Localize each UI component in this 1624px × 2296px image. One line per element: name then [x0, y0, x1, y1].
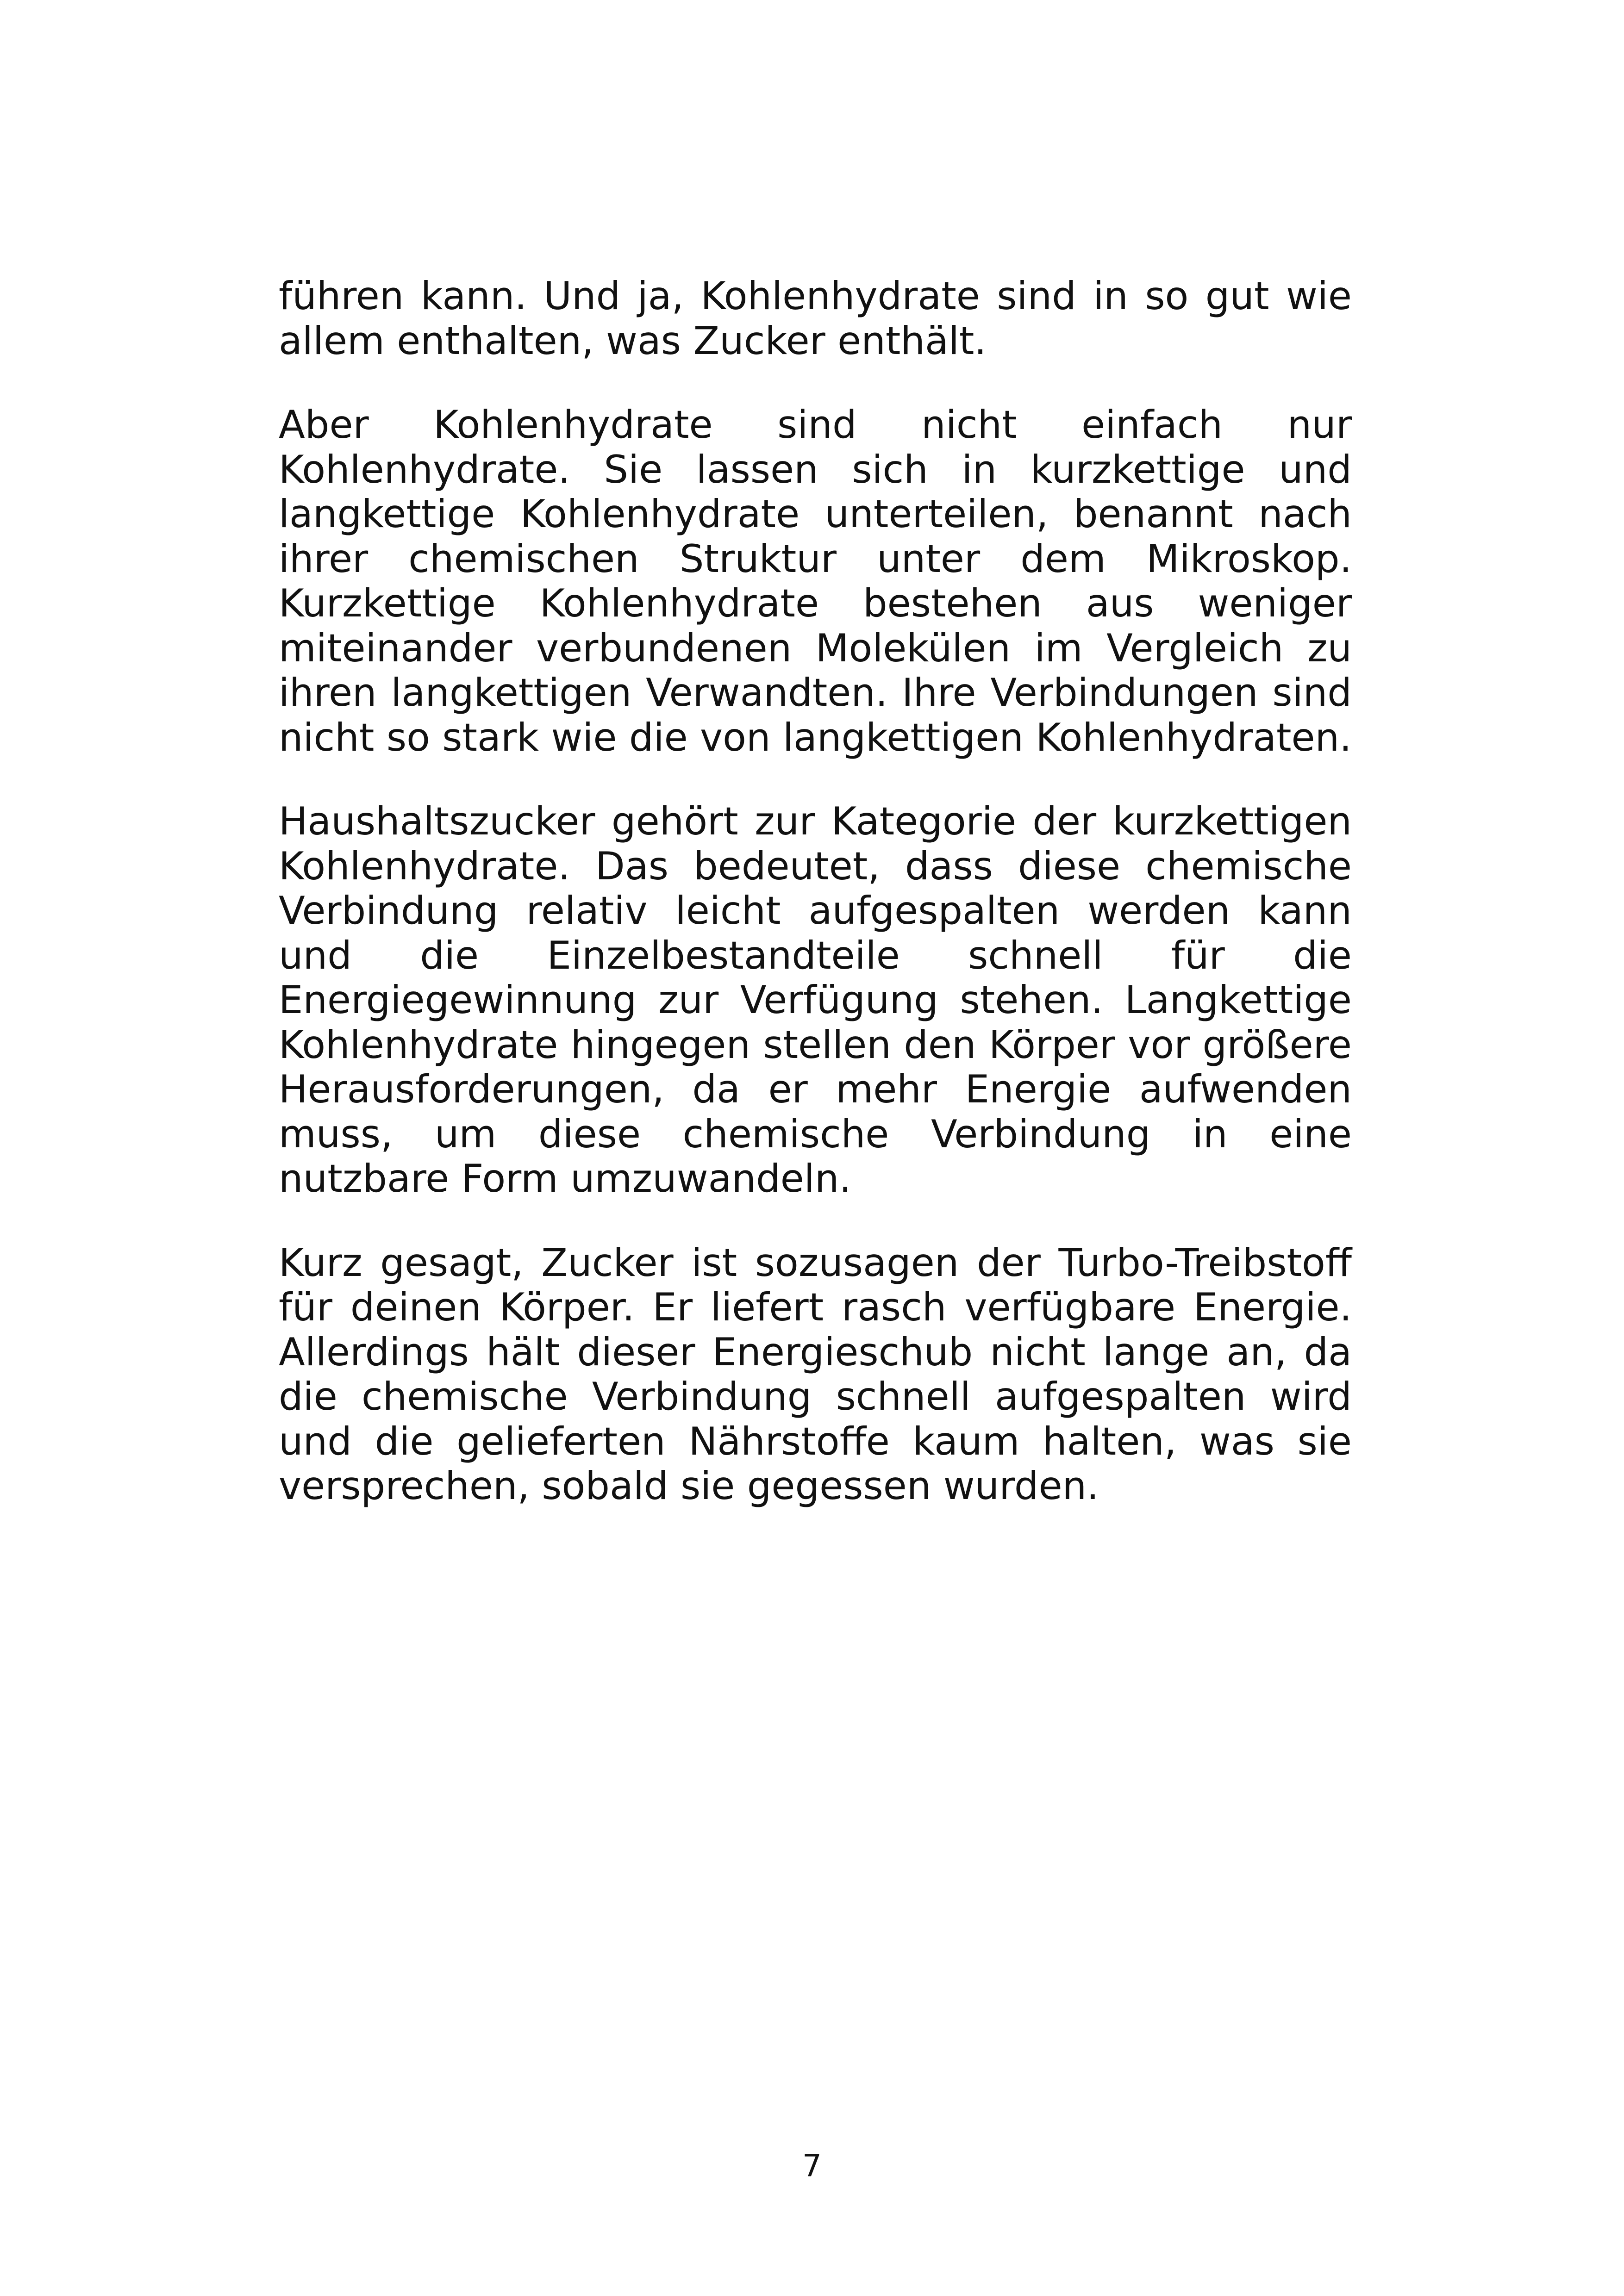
paragraph-2: Aber Kohlenhydrate sind nicht einfach nur Kohlenhydrate. Sie lassen sich in kurzkettige und langkettige Kohlenhydrate unterteilen, benannt nach ihrer chemischen Struktur unter dem Mikroskop. Kurzkettige Kohlenhydrate bestehen aus weniger miteinander verbundenen Molekülen im Vergleich zu ihren langkettigen Verwandten. Ihre Verbindungen sind nicht so stark wie die von langkettigen Kohlenhydraten.: [279, 402, 1352, 760]
paragraph-4: Kurz gesagt, Zucker ist sozusagen der Turbo-Treibstoff für deinen Körper. Er liefert rasch verfügbare Energie. Allerdings hält dieser Energieschub nicht lange an, da die chemische Verbindung schnell aufgespalten wird und die gelieferten Nährstoffe kaum halten, was sie versprechen, sobald sie gegessen wurden.: [279, 1240, 1352, 1508]
body-text: [279, 274, 1352, 1509]
page-number: 7: [802, 2148, 822, 2184]
paragraph-1: führen kann. Und ja, Kohlenhydrate sind in so gut wie allem enthalten, was Zucker enthält.: [279, 274, 1352, 363]
paragraph-3: Haushaltszucker gehört zur Kategorie der kurzkettigen Kohlenhydrate. Das bedeutet, dass diese chemische Verbindung relativ leicht aufgespalten werden kann und die Einzelbestandteile schnell für die Energiegewinnung zur Verfügung stehen. Langkettige Kohlenhydrate hingegen stellen den Körper vor größere Herausforderungen, da er mehr Energie aufwenden muss, um diese chemische Verbindung in eine nutzbare Form umzuwandeln.: [279, 799, 1352, 1201]
